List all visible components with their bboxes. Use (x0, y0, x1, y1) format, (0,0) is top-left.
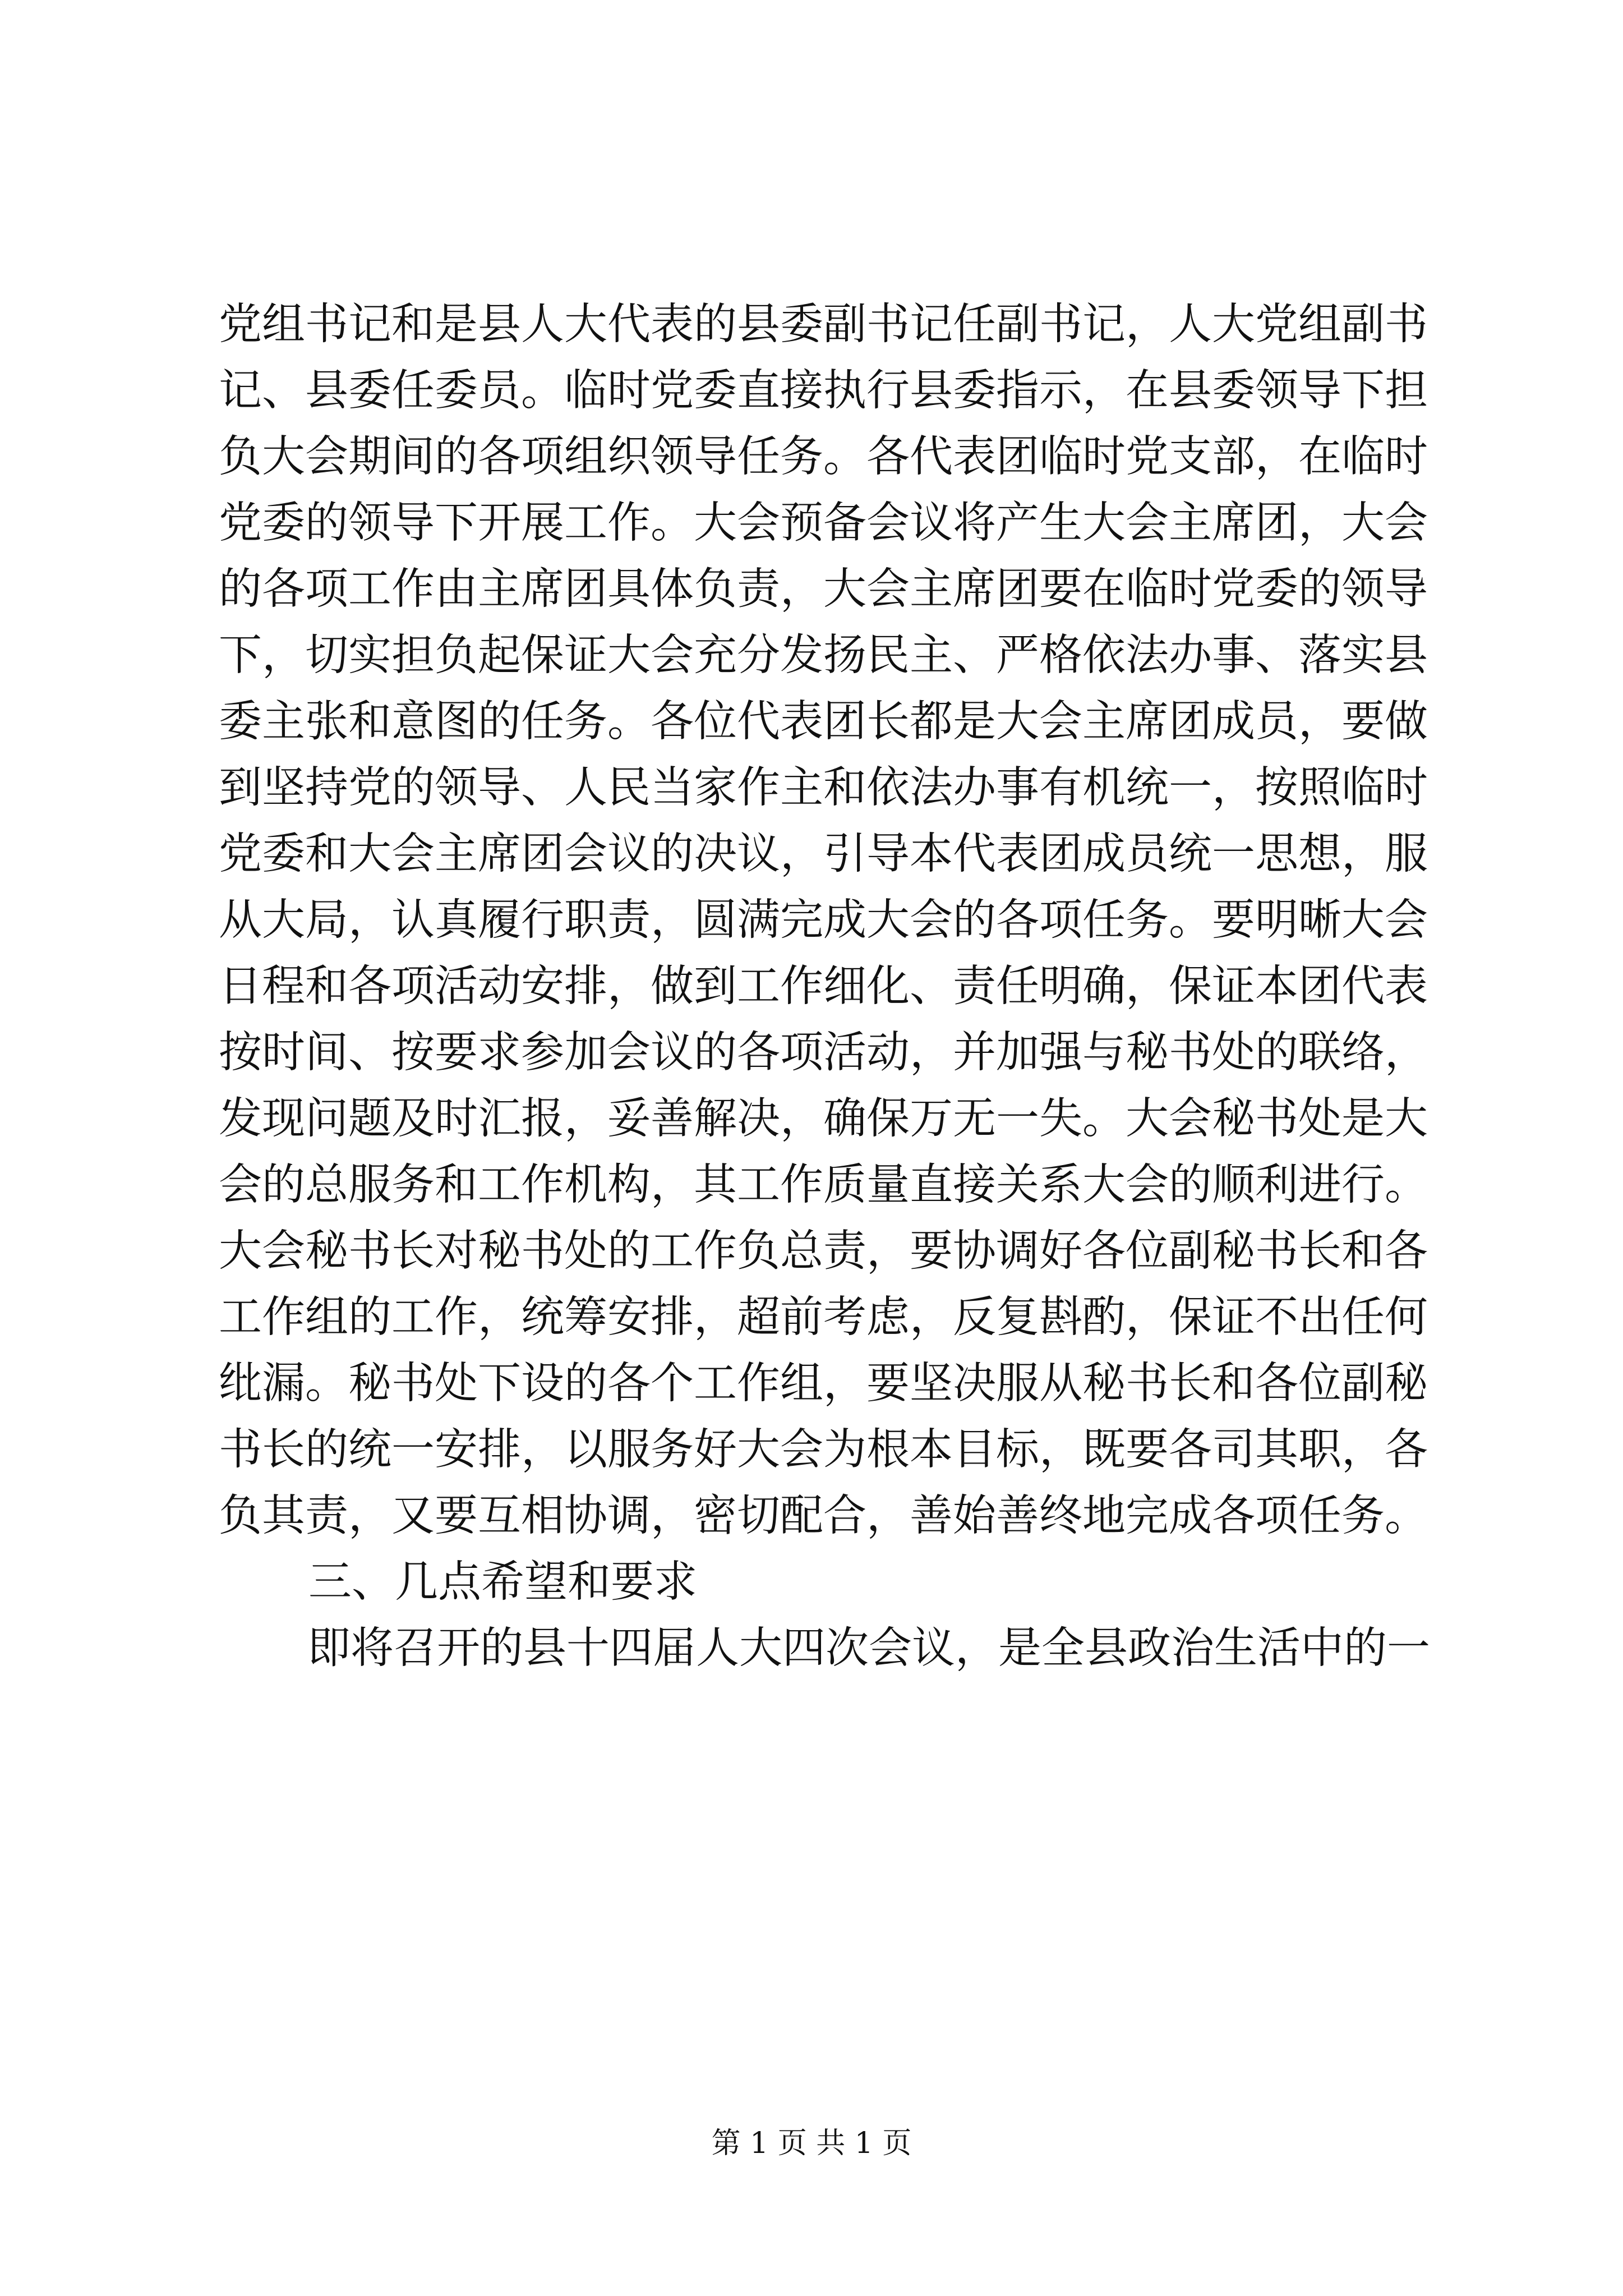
paragraph-line: 的各项工作由主席团具体负责，大会主席团要在临时党委的领导 (219, 564, 1428, 614)
paragraph-line: 按时间、按要求参加会议的各项活动，并加强与秘书处的联络， (219, 1028, 1428, 1078)
paragraph-line: 纰漏。秘书处下设的各个工作组，要坚决服从秘书长和各位副秘 (219, 1359, 1428, 1409)
paragraph-line: 党委的领导下开展工作。大会预备会议将产生大会主席团，大会 (219, 498, 1428, 548)
paragraph-line: 负其责，又要互相协调，密切配合，善始善终地完成各项任务。 (219, 1491, 1428, 1541)
paragraph-line: 会的总服务和工作机构，其工作质量直接关系大会的顺利进行。 (219, 1160, 1428, 1210)
paragraph-line: 负大会期间的各项组织领导任务。各代表团临时党支部，在临时 (219, 432, 1428, 482)
paragraph-line: 发现问题及时汇报，妥善解决，确保万无一失。大会秘书处是大 (219, 1094, 1428, 1144)
paragraph-line: 工作组的工作，统筹安排，超前考虑，反复斟酌，保证不出任何 (219, 1292, 1428, 1342)
paragraph-line: 到坚持党的领导、人民当家作主和依法办事有机统一，按照临时 (219, 763, 1428, 813)
page-footer (0, 2124, 1623, 2163)
paragraph-line: 党委和大会主席团会议的决议，引导本代表团成员统一思想，服 (219, 829, 1428, 879)
paragraph-line: 书长的统一安排，以服务好大会为根本目标，既要各司其职，各 (219, 1425, 1428, 1475)
paragraph-line: 大会秘书长对秘书处的工作负总责，要协调好各位副秘书长和各 (219, 1226, 1428, 1276)
paragraph-first-line: 即将召开的县十四届人大四次会议，是全县政治生活中的一 (307, 1623, 1430, 1673)
paragraph-line: 记、县委任委员。临时党委直接执行县委指示，在县委领导下担 (219, 366, 1428, 416)
paragraph-line: 日程和各项活动安排，做到工作细化、责任明确，保证本团代表 (219, 961, 1428, 1011)
paragraph-line: 委主张和意图的任务。各位代表团长都是大会主席团成员，要做 (219, 697, 1428, 747)
document-body (219, 292, 1430, 1682)
page-number-label: 第 1 页 共 1 页 (711, 2127, 912, 2160)
paragraph-line: 从大局，认真履行职责，圆满完成大会的各项任务。要明晰大会 (219, 895, 1428, 945)
paragraph-line: 党组书记和是县人大代表的县委副书记任副书记，人大党组副书 (219, 300, 1428, 349)
section-heading: 三、几点希望和要求 (308, 1557, 697, 1607)
paragraph-line: 下，切实担负起保证大会充分发扬民主、严格依法办事、落实县 (219, 631, 1428, 680)
